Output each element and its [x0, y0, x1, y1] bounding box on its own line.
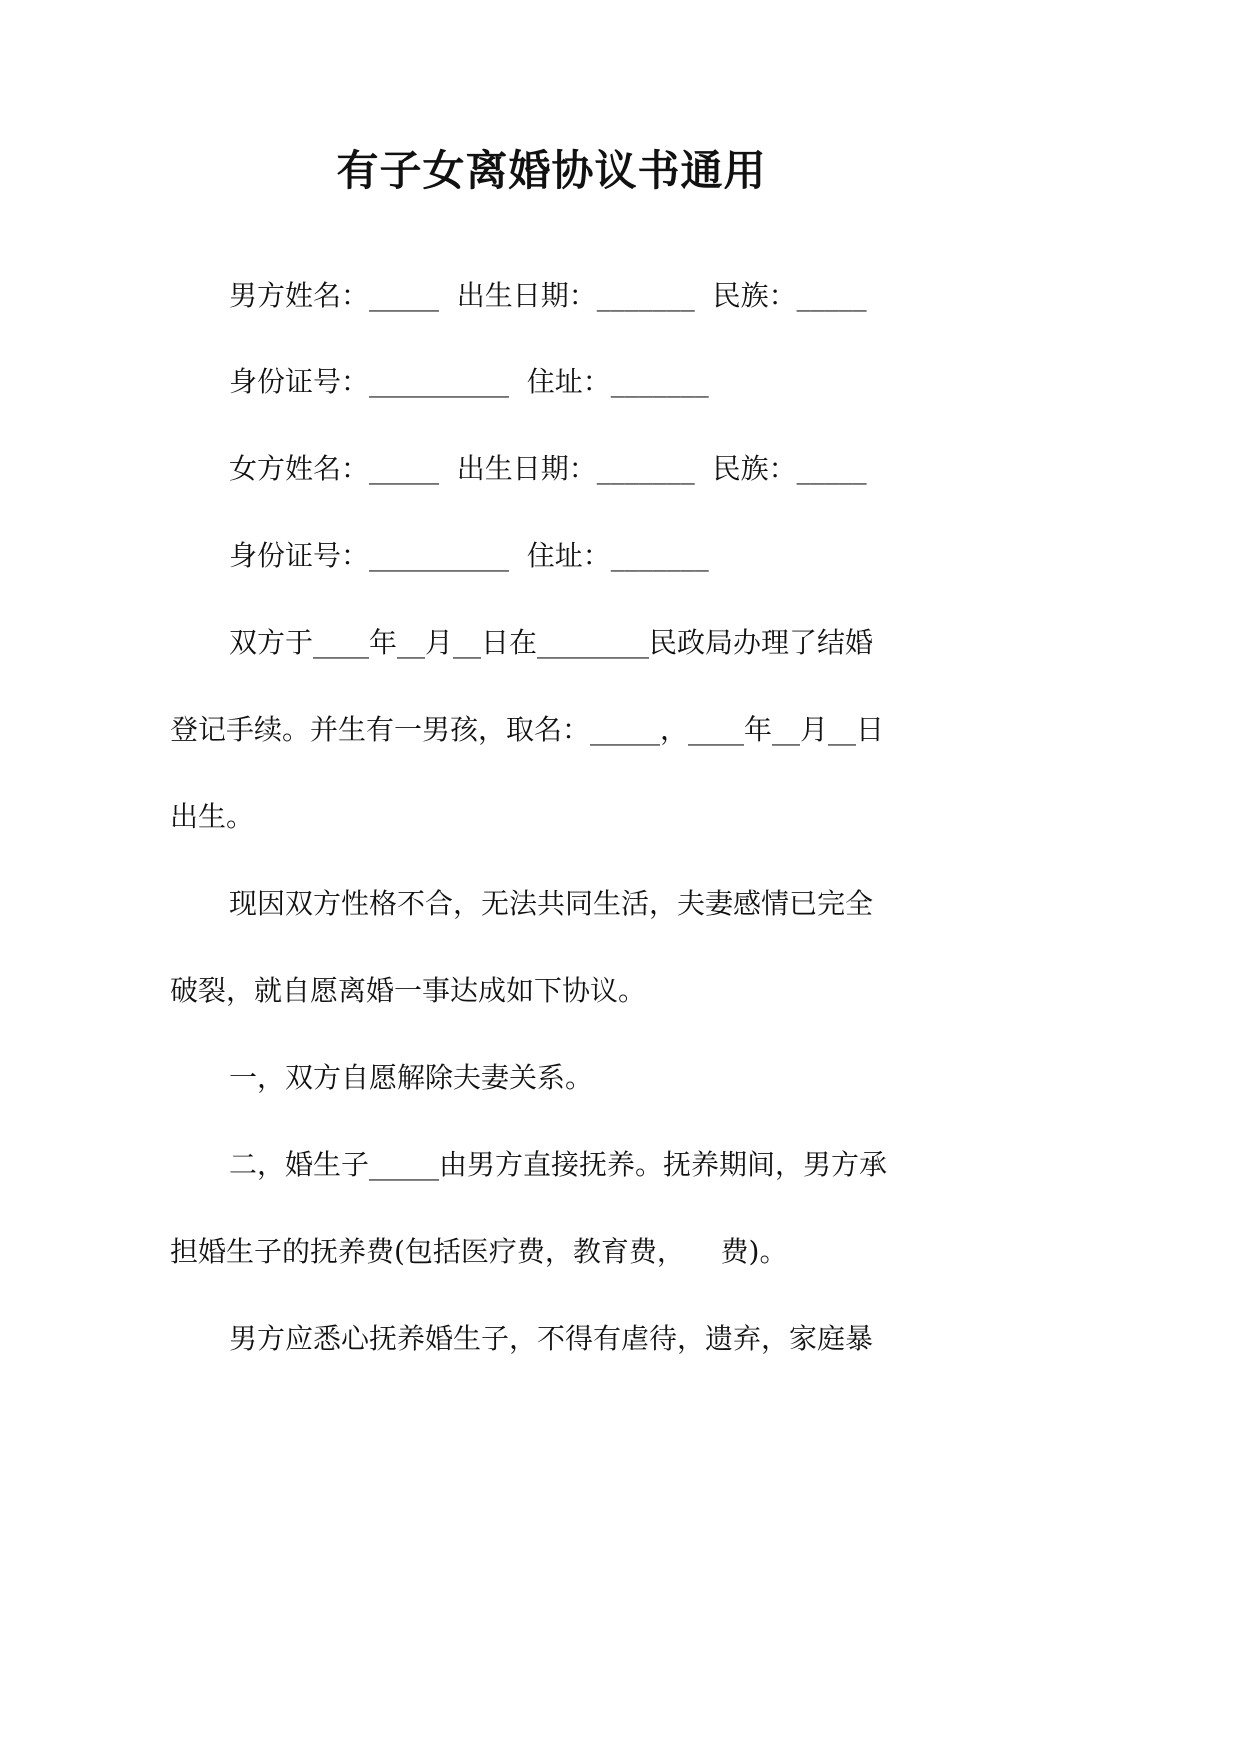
female-info-line: 女方姓名：_____ 出生日期：_______ 民族：_____ — [229, 452, 867, 485]
reason-line-1: 现因双方性格不合，无法共同生活，夫妻感情已完全 — [229, 887, 874, 920]
female-id-address-line: 身份证号：__________ 住址：_______ — [229, 539, 709, 572]
document-title: 有子女离婚协议书通用 — [336, 146, 767, 195]
clause-two-line-1: 二，婚生子_____由男方直接抚养。抚养期间，男方承 — [229, 1148, 888, 1181]
clause-one: 一，双方自愿解除夫妻关系。 — [229, 1061, 594, 1094]
marriage-registration-line-1: 双方于____年__月__日在________民政局办理了结婚 — [229, 626, 874, 659]
male-info-line: 男方姓名：_____ 出生日期：_______ 民族：_____ — [229, 279, 867, 312]
male-id-address-line: 身份证号：__________ 住址：_______ — [229, 365, 709, 398]
custody-duty-line: 男方应悉心抚养婚生子，不得有虐待，遗弃，家庭暴 — [229, 1322, 874, 1355]
marriage-registration-line-2: 登记手续。并生有一男孩，取名：_____，____年__月__日 — [170, 713, 885, 746]
reason-line-2: 破裂，就自愿离婚一事达成如下协议。 — [170, 974, 647, 1007]
clause-two-line-2: 担婚生子的抚养费(包括医疗费，教育费， 费)。 — [170, 1235, 788, 1268]
marriage-registration-line-3: 出生。 — [170, 800, 255, 833]
